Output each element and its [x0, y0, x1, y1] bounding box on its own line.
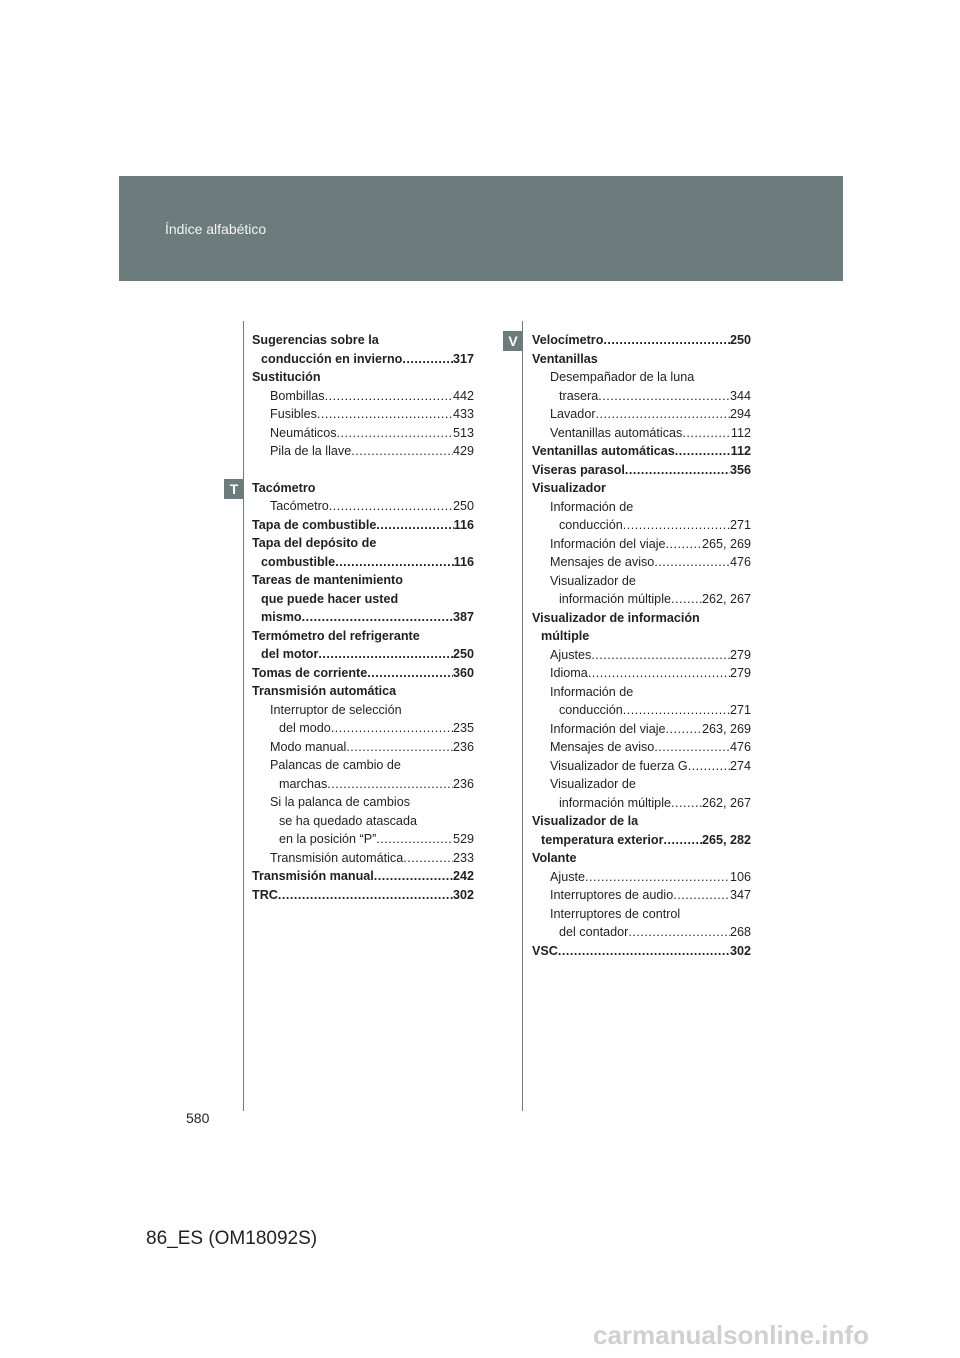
index-entry: Ventanillas — [532, 351, 598, 366]
index-entry: información múltiple ..... 262, 267 — [532, 794, 751, 813]
index-entry: Viseras parasol ..... 356 — [532, 461, 751, 480]
index-entry: Información del viaje ..... 265, 269 — [532, 535, 751, 554]
page-number: 580 — [186, 1110, 210, 1126]
index-entry: en la posición “P” ..... 529 — [252, 830, 474, 849]
section-title: Índice alfabético — [165, 221, 267, 237]
index-entry: VSC ..... 302 — [532, 942, 751, 961]
index-entry: Ajuste ..... 106 — [532, 868, 751, 887]
index-entry: se ha quedado atascada — [279, 813, 417, 828]
index-column-left — [252, 331, 474, 904]
index-entry: Transmisión automática — [252, 684, 397, 698]
index-entry: Información del viaje ..... 263, 269 — [532, 720, 751, 739]
index-entry: Visualizador de fuerza G ..... 274 — [532, 757, 751, 776]
column-divider-right — [522, 321, 523, 1111]
index-entry: Tapa de combustible ..... 116 — [252, 516, 474, 535]
index-entry: del modo ..... 235 — [252, 719, 474, 738]
index-entry: Información de — [550, 684, 634, 699]
index-entry: Tareas de mantenimiento — [252, 573, 403, 587]
section-header — [119, 176, 843, 281]
index-entry: Si la palanca de cambios — [270, 795, 411, 809]
index-entry: conducción en invierno ..... 317 — [252, 350, 474, 369]
document-code: 86_ES (OM18092S) — [146, 1228, 318, 1249]
index-entry: Neumáticos ..... 513 — [252, 424, 474, 443]
index-entry: Ventanillas automáticas ..... 112 — [532, 424, 751, 443]
index-entry: Modo manual ..... 236 — [252, 738, 474, 757]
index-entry: Ventanillas automáticas ..... 112 — [532, 442, 751, 461]
index-entry: Tomas de corriente ..... 360 — [252, 664, 474, 683]
index-entry: Velocímetro ..... 250 — [532, 331, 751, 350]
index-entry: Información de — [550, 499, 634, 514]
watermark: carmanualsonline.info — [593, 1320, 869, 1350]
index-entry: Tacómetro — [252, 480, 316, 495]
index-entry: Ajustes ..... 279 — [532, 646, 751, 665]
index-entry: del motor ..... 250 — [252, 645, 474, 664]
index-entry: Interruptor de selección — [270, 702, 402, 717]
index-entry: mismo ..... 387 — [252, 608, 474, 627]
index-entry: Visualizador de la — [532, 814, 639, 828]
index-entry: Desempañador de la luna — [550, 370, 695, 384]
index-entry: Sugerencias sobre la — [252, 333, 379, 347]
index-entry: Interruptores de audio ..... 347 — [532, 886, 751, 905]
index-entry: múltiple — [541, 629, 590, 643]
index-entry: Palancas de cambio de — [270, 758, 401, 772]
column-divider-left — [243, 321, 244, 1111]
index-entry: Pila de la llave ..... 429 — [252, 442, 474, 461]
index-entry: combustible ..... 116 — [252, 553, 474, 572]
index-entry: Bombillas ..... 442 — [252, 387, 474, 406]
index-entry: Lavador ..... 294 — [532, 405, 751, 424]
index-entry: Sustitución — [252, 370, 321, 384]
index-entry: conducción ..... 271 — [532, 701, 751, 720]
index-entry: Idioma ..... 279 — [532, 664, 751, 683]
index-entry: Transmisión manual ..... 242 — [252, 867, 474, 886]
index-entry: Interruptores de control — [550, 906, 681, 921]
index-entry: marchas ..... 236 — [252, 775, 474, 794]
index-entry: Transmisión automática ..... 233 — [252, 849, 474, 868]
index-entry: conducción ..... 271 — [532, 516, 751, 535]
index-entry: del contador ..... 268 — [532, 923, 751, 942]
index-entry: Visualizador — [532, 481, 606, 495]
section-letter-v: V — [503, 331, 523, 351]
index-entry: información múltiple ..... 262, 267 — [532, 590, 751, 609]
index-entry: temperatura exterior ..... 265, 282 — [532, 831, 751, 850]
index-entry: Tacómetro ..... 250 — [252, 497, 474, 516]
index-entry: Tapa del depósito de — [252, 536, 377, 550]
index-entry: trasera ..... 344 — [532, 387, 751, 406]
index-entry: Visualizador de información — [532, 610, 700, 625]
index-entry: Volante — [532, 851, 577, 865]
index-entry: Termómetro del refrigerante — [252, 628, 420, 643]
index-entry: Fusibles ..... 433 — [252, 405, 474, 424]
index-column-right — [532, 331, 751, 960]
index-entry: Visualizador de — [550, 777, 636, 791]
index-entry: que puede hacer usted — [261, 591, 399, 606]
index-entry: Mensajes de aviso ..... 476 — [532, 553, 751, 572]
index-entry: Visualizador de — [550, 573, 636, 588]
section-letter-t: T — [224, 479, 244, 499]
index-entry: Mensajes de aviso ..... 476 — [532, 738, 751, 757]
index-entry: TRC ..... 302 — [252, 886, 474, 905]
